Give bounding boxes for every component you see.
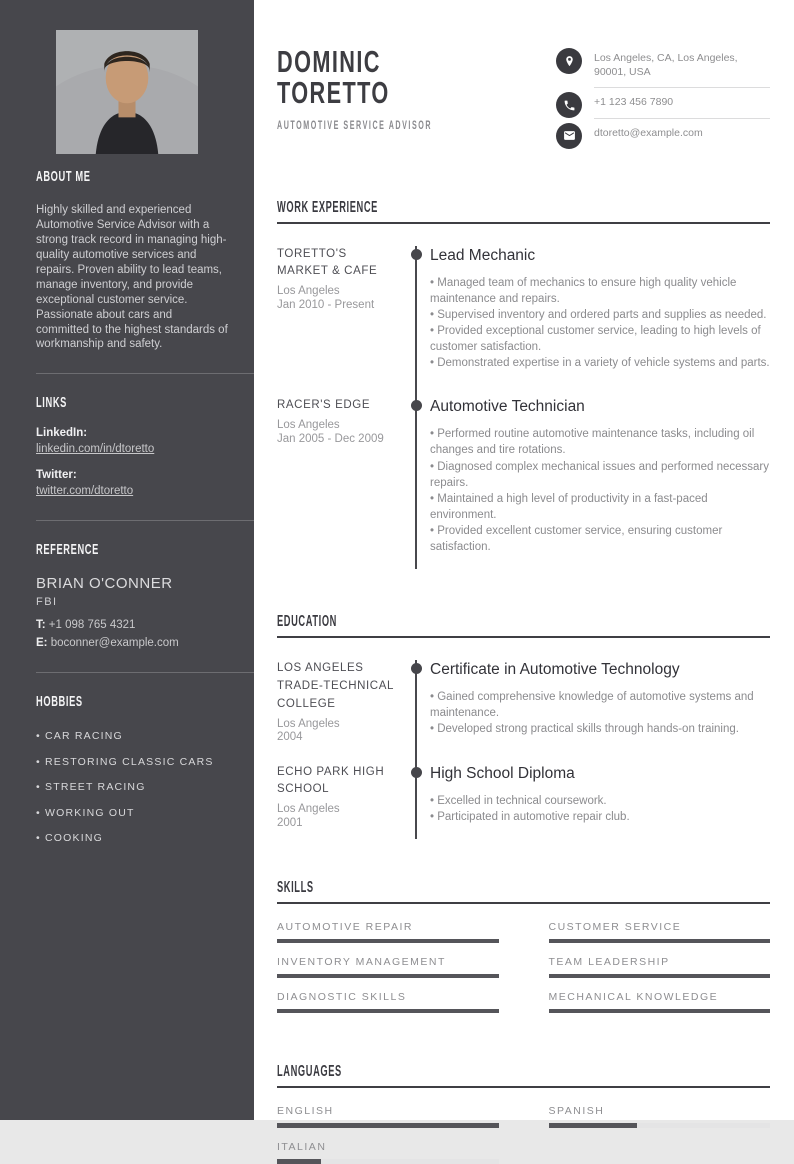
language-bar-fill bbox=[277, 1159, 321, 1164]
skill-name: TEAM LEADERSHIP bbox=[548, 955, 670, 968]
hobby-item: • STREET RACING bbox=[36, 781, 228, 793]
skills-grid bbox=[277, 921, 770, 1013]
bullet-item: • Diagnosed complex mechanical issues and performed necessary repairs. bbox=[430, 459, 770, 491]
section-rule bbox=[277, 636, 770, 638]
role-title: Lead Mechanic bbox=[430, 246, 536, 264]
work-dates: Jan 2005 - Dec 2009 bbox=[277, 432, 384, 445]
reference-phone-label: T: bbox=[36, 619, 46, 632]
skill-name: DIAGNOSTIC SKILLS bbox=[277, 990, 407, 1003]
role-title: Automotive Technician bbox=[430, 398, 585, 416]
reference-email bbox=[36, 636, 228, 651]
skill-bar bbox=[277, 974, 499, 978]
skill-item bbox=[277, 991, 499, 1013]
education-entry bbox=[277, 764, 770, 839]
main-content bbox=[254, 0, 794, 1153]
twitter-link[interactable]: twitter.com/dtoretto bbox=[36, 485, 134, 498]
job-title: AUTOMOTIVE SERVICE ADVISOR bbox=[277, 120, 433, 132]
degree-title: Certificate in Automotive Technology bbox=[430, 661, 680, 679]
last-name: TORETTO bbox=[277, 75, 390, 110]
school-name: LOS ANGELES TRADE-TECHNICAL COLLEGE bbox=[277, 662, 394, 710]
company-name: RACER'S EDGE bbox=[277, 399, 371, 412]
location-pin-icon bbox=[556, 48, 582, 74]
skill-bar-fill bbox=[277, 1009, 499, 1013]
section-rule bbox=[277, 902, 770, 904]
link-item-linkedin bbox=[36, 427, 228, 457]
links-section bbox=[36, 394, 228, 499]
contact-phone: +1 123 456 7890 bbox=[594, 92, 770, 118]
skills-heading: SKILLS bbox=[277, 878, 314, 896]
degree-bullets bbox=[430, 689, 770, 737]
skill-item bbox=[549, 956, 771, 978]
work-entry-meta bbox=[277, 397, 415, 569]
education-heading: EDUCATION bbox=[277, 613, 337, 631]
bullet-item: • Developed strong practical skills through hands-on training. bbox=[430, 721, 770, 737]
language-name: ITALIAN bbox=[277, 1140, 327, 1153]
skill-bar bbox=[277, 939, 499, 943]
contact-email: dtoretto@example.com bbox=[594, 126, 703, 139]
hobbies-heading: HOBBIES bbox=[36, 693, 83, 711]
reference-organization: FBI bbox=[36, 596, 58, 609]
company-name: TORETTO'S MARKET & CAFE bbox=[277, 247, 378, 278]
contact-email-row bbox=[556, 123, 770, 149]
language-name: SPANISH bbox=[548, 1104, 605, 1117]
bullet-item: • Provided excellent customer service, ensuring customer satisfaction. bbox=[430, 523, 770, 555]
section-rule bbox=[277, 1086, 770, 1088]
language-bar-fill bbox=[549, 1123, 638, 1128]
reference-email-label: E: bbox=[36, 637, 48, 650]
work-experience-heading: WORK EXPERIENCE bbox=[277, 198, 378, 216]
education-entries bbox=[277, 660, 770, 839]
skill-bar bbox=[277, 1009, 499, 1013]
degree-title: High School Diploma bbox=[430, 764, 575, 782]
skill-item bbox=[277, 956, 499, 978]
hobby-list bbox=[36, 730, 228, 844]
company-location: Los Angeles bbox=[277, 419, 340, 432]
phone-icon bbox=[556, 92, 582, 118]
education-entry-detail bbox=[415, 660, 770, 763]
sidebar-divider bbox=[36, 373, 254, 374]
education-entry bbox=[277, 660, 770, 763]
bullet-item: • Participated in automotive repair club. bbox=[430, 809, 770, 825]
reference-heading: REFERENCE bbox=[36, 541, 99, 559]
reference-name: BRIAN O'CONNER bbox=[36, 575, 173, 593]
link-item-twitter bbox=[36, 469, 228, 499]
contact-location: Los Angeles, CA, Los Angeles, 90001, USA bbox=[594, 48, 770, 88]
bullet-item: • Managed team of mechanics to ensure high quality vehicle maintenance and repairs. bbox=[430, 275, 770, 307]
skill-bar bbox=[549, 974, 771, 978]
languages-section bbox=[277, 1063, 770, 1164]
person-name bbox=[277, 46, 527, 108]
school-location: Los Angeles bbox=[277, 803, 340, 816]
sidebar-divider bbox=[36, 520, 254, 521]
education-dates: 2004 bbox=[277, 731, 303, 744]
reference-email-value: boconner@example.com bbox=[50, 637, 179, 650]
reference-section bbox=[36, 541, 228, 651]
bullet-item: • Performed routine automotive maintenance tasks, including oil changes and tire rotations. bbox=[430, 426, 770, 458]
sidebar-divider bbox=[36, 672, 254, 673]
education-entry-meta bbox=[277, 660, 415, 763]
about-section bbox=[36, 168, 228, 352]
language-name: ENGLISH bbox=[277, 1104, 334, 1117]
bullet-item: • Excelled in technical coursework. bbox=[430, 793, 770, 809]
reference-phone bbox=[36, 618, 228, 633]
work-experience-section bbox=[277, 199, 770, 570]
language-item bbox=[277, 1141, 499, 1164]
bullet-item: • Demonstrated expertise in a variety of vehicle systems and parts. bbox=[430, 355, 770, 371]
contact-phone-row bbox=[556, 92, 770, 118]
role-bullets bbox=[430, 426, 770, 555]
skill-bar-fill bbox=[277, 974, 499, 978]
first-name: DOMINIC bbox=[277, 44, 381, 79]
about-heading: ABOUT ME bbox=[36, 168, 91, 185]
language-bar-fill bbox=[277, 1123, 499, 1128]
skill-bar-fill bbox=[549, 974, 771, 978]
linkedin-label: LinkedIn: bbox=[36, 427, 88, 440]
hobby-item: • CAR RACING bbox=[36, 730, 228, 742]
work-dates: Jan 2010 - Present bbox=[277, 298, 375, 311]
contact-block bbox=[556, 48, 770, 149]
language-item bbox=[277, 1105, 499, 1128]
education-entry-meta bbox=[277, 764, 415, 839]
skill-name: CUSTOMER SERVICE bbox=[548, 920, 682, 933]
hobbies-section bbox=[36, 693, 228, 844]
work-entry bbox=[277, 397, 770, 569]
skill-name: INVENTORY MANAGEMENT bbox=[277, 955, 446, 968]
section-rule bbox=[277, 222, 770, 224]
skills-section bbox=[277, 879, 770, 1013]
bullet-item: • Supervised inventory and ordered parts and supplies as needed. bbox=[430, 307, 770, 323]
role-bullets bbox=[430, 275, 770, 372]
sidebar bbox=[0, 0, 254, 1120]
language-item bbox=[549, 1105, 771, 1128]
profile-photo bbox=[56, 30, 198, 154]
skill-item bbox=[277, 921, 499, 943]
links-heading: LINKS bbox=[36, 394, 67, 412]
bullet-item: • Gained comprehensive knowledge of automotive systems and maintenance. bbox=[430, 689, 770, 721]
education-entry-detail bbox=[415, 764, 770, 839]
work-entry-meta bbox=[277, 246, 415, 398]
company-location: Los Angeles bbox=[277, 285, 340, 298]
work-entry bbox=[277, 246, 770, 398]
bullet-item: • Maintained a high level of productivity in a fast-paced environment. bbox=[430, 491, 770, 523]
contact-location-row bbox=[556, 48, 770, 88]
hobby-item: • WORKING OUT bbox=[36, 807, 228, 819]
education-dates: 2001 bbox=[277, 816, 303, 829]
language-bar bbox=[549, 1123, 771, 1128]
skill-name: MECHANICAL KNOWLEDGE bbox=[548, 990, 719, 1003]
degree-bullets bbox=[430, 793, 770, 825]
school-name: ECHO PARK HIGH SCHOOL bbox=[277, 765, 385, 796]
skill-name: AUTOMOTIVE REPAIR bbox=[277, 920, 413, 933]
avatar-illustration bbox=[56, 30, 198, 154]
linkedin-link[interactable]: linkedin.com/in/dtoretto bbox=[36, 443, 155, 456]
twitter-label: Twitter: bbox=[36, 469, 77, 482]
skill-bar bbox=[549, 939, 771, 943]
education-section bbox=[277, 613, 770, 839]
language-bar bbox=[277, 1159, 499, 1164]
skill-bar-fill bbox=[549, 1009, 771, 1013]
hobby-item: • RESTORING CLASSIC CARS bbox=[36, 756, 228, 768]
skill-item bbox=[549, 991, 771, 1013]
email-icon bbox=[556, 123, 582, 149]
header bbox=[277, 46, 770, 149]
skill-item bbox=[549, 921, 771, 943]
about-text: Highly skilled and experienced Automotive Service Advisor with a strong track record in managing high-quality automotive services and repairs. Proven ability to lead teams, manage inventory, and provide exceptional customer service. Passionate about cars and committed to the highest standards of workmanship and safety. bbox=[36, 204, 228, 351]
school-location: Los Angeles bbox=[277, 717, 340, 730]
hobby-item: • COOKING bbox=[36, 832, 228, 844]
name-block bbox=[277, 46, 527, 132]
skill-bar-fill bbox=[277, 939, 499, 943]
reference-phone-value: +1 098 765 4321 bbox=[48, 619, 136, 632]
work-entry-detail bbox=[415, 246, 770, 398]
skill-bar bbox=[549, 1009, 771, 1013]
languages-heading: LANGUAGES bbox=[277, 1062, 342, 1080]
language-bar bbox=[277, 1123, 499, 1128]
languages-grid bbox=[277, 1105, 770, 1164]
skill-bar-fill bbox=[549, 939, 771, 943]
bullet-item: • Provided exceptional customer service, leading to high levels of customer satisfaction. bbox=[430, 323, 770, 355]
work-experience-entries bbox=[277, 246, 770, 570]
work-entry-detail bbox=[415, 397, 770, 569]
